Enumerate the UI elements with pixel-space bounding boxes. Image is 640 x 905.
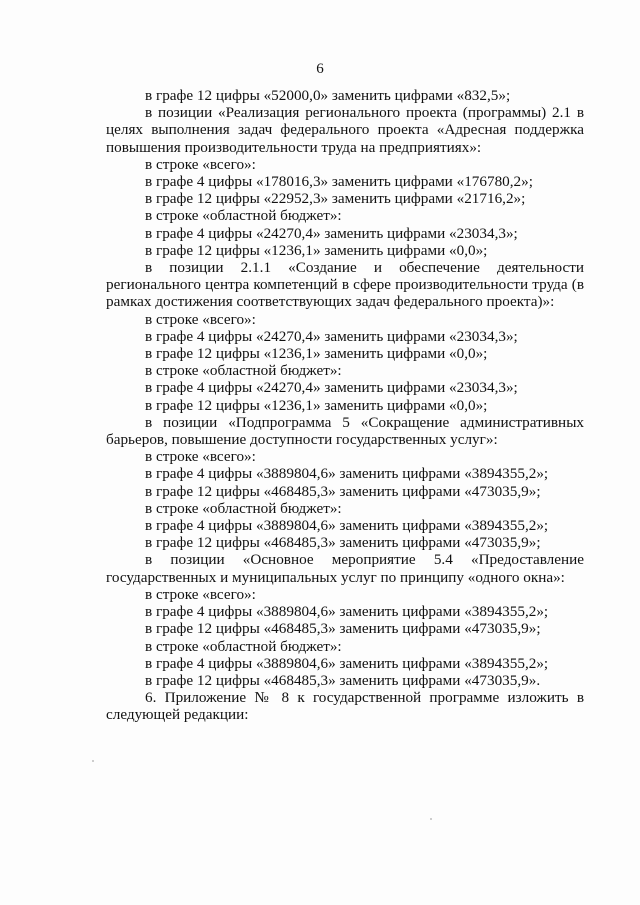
paragraph: в графе 12 цифры «468485,3» заменить цифрами «473035,9»; <box>145 482 541 500</box>
scan-speck <box>92 760 94 762</box>
paragraph: в строке «всего»: <box>145 585 256 603</box>
page-number: 6 <box>316 61 324 77</box>
paragraph: в строке «всего»: <box>145 155 256 173</box>
paragraph: 6. Приложение № 8 к государственной программе изложить в следующей редакции: <box>106 689 584 724</box>
paragraph: в графе 12 цифры «1236,1» заменить цифрами «0,0»; <box>145 396 488 414</box>
paragraph: в графе 4 цифры «24270,4» заменить цифрами «23034,3»; <box>145 224 518 242</box>
paragraph: в графе 4 цифры «3889804,6» заменить цифрами «3894355,2»; <box>145 465 549 483</box>
paragraph: в позиции «Подпрограмма 5 «Сокращение административных барьеров, повышение доступности государственных услуг»: <box>106 413 584 449</box>
paragraph: в графе 12 цифры «468485,3» заменить цифрами «473035,9»; <box>145 620 541 638</box>
paragraph: в строке «всего»: <box>145 310 256 328</box>
paragraph: в графе 4 цифры «3889804,6» заменить цифрами «3894355,2»; <box>145 654 549 672</box>
paragraph: в строке «областной бюджет»: <box>145 499 342 517</box>
document-body <box>106 87 584 724</box>
paragraph: в графе 12 цифры «1236,1» заменить цифрами «0,0»; <box>145 345 488 363</box>
paragraph: в строке «областной бюджет»: <box>145 637 342 655</box>
paragraph: в графе 4 цифры «3889804,6» заменить цифрами «3894355,2»; <box>145 517 549 535</box>
scan-speck <box>430 818 432 820</box>
paragraph: в позиции 2.1.1 «Создание и обеспечение деятельности регионального центра компетенций в сфере производительности труда (в рамках достижения соответствующих задач федерального проекта)»: <box>106 259 584 311</box>
paragraph: в строке «всего»: <box>145 448 256 466</box>
paragraph: в графе 12 цифры «1236,1» заменить цифрами «0,0»; <box>145 241 488 259</box>
paragraph: в графе 12 цифры «52000,0» заменить цифрами «832,5»; <box>145 87 511 104</box>
paragraph: в позиции «Основное мероприятие 5.4 «Предоставление государственных и муниципальных услуг по принципу «одного окна»: <box>106 551 584 586</box>
paragraph: в строке «областной бюджет»: <box>145 362 342 380</box>
paragraph: в графе 12 цифры «468485,3» заменить цифрами «473035,9»; <box>145 534 541 552</box>
paragraph: в графе 12 цифры «468485,3» заменить цифрами «473035,9». <box>145 671 541 689</box>
paragraph: в графе 4 цифры «3889804,6» заменить цифрами «3894355,2»; <box>145 603 549 621</box>
paragraph: в строке «областной бюджет»: <box>145 207 342 225</box>
paragraph: в графе 12 цифры «22952,3» заменить цифрами «21716,2»; <box>145 190 526 208</box>
paragraph: в графе 4 цифры «24270,4» заменить цифрами «23034,3»; <box>145 327 518 345</box>
paragraph: в графе 4 цифры «24270,4» заменить цифрами «23034,3»; <box>145 379 518 397</box>
paragraph: в графе 4 цифры «178016,3» заменить цифрами «176780,2»; <box>145 173 533 191</box>
paragraph: в позиции «Реализация регионального проекта (программы) 2.1 в целях выполнения задач федерального проекта «Адресная поддержка повышения производительности труда на предприятиях»: <box>106 104 584 156</box>
